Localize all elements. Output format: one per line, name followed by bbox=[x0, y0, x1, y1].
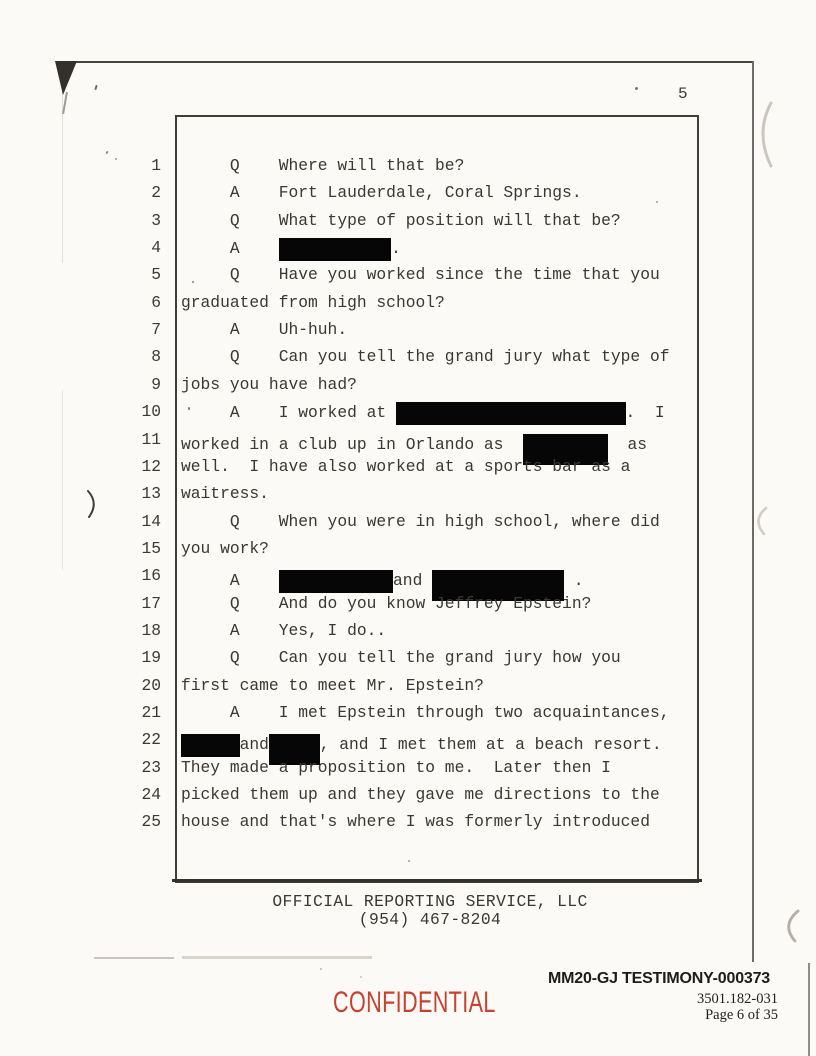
line-text: graduated from high school? bbox=[181, 292, 445, 312]
line-number: 18 bbox=[141, 620, 161, 640]
line-number: 6 bbox=[151, 292, 161, 312]
transcript-line bbox=[0, 675, 816, 703]
control-number: 3501.182-031 bbox=[697, 991, 778, 1007]
redaction-box bbox=[396, 402, 626, 425]
redaction-box bbox=[279, 238, 391, 261]
line-number: 24 bbox=[141, 785, 161, 805]
transcript-line bbox=[0, 456, 816, 484]
transcript-line bbox=[0, 483, 816, 511]
ink-speck bbox=[635, 87, 638, 90]
scan-smudge-mark bbox=[182, 956, 372, 959]
line-number: 9 bbox=[151, 374, 161, 394]
transcript-line bbox=[0, 729, 816, 757]
line-text: Q And do you know Jeffrey Epstein? bbox=[181, 593, 592, 613]
line-text: Q Can you tell the grand jury how you bbox=[181, 648, 621, 668]
line-number: 25 bbox=[141, 812, 161, 832]
transcript-line bbox=[0, 374, 816, 402]
transcript-line bbox=[0, 538, 816, 566]
transcript-line bbox=[0, 565, 816, 593]
line-text: picked them up and they gave me directions to the bbox=[181, 785, 660, 805]
line-number: 21 bbox=[141, 703, 161, 722]
transcript-line bbox=[0, 784, 816, 812]
line-text: you work? bbox=[181, 538, 269, 558]
ink-speck bbox=[360, 976, 362, 978]
line-number: 12 bbox=[141, 456, 161, 476]
transcript-line bbox=[0, 511, 816, 539]
transcript-line bbox=[0, 593, 816, 621]
line-text: jobs you have had? bbox=[181, 374, 357, 394]
ink-speck bbox=[105, 151, 108, 155]
transcript-line bbox=[0, 237, 816, 265]
transcript-line bbox=[0, 264, 816, 292]
scan-edge-line-top bbox=[57, 61, 754, 63]
reporter-name: OFFICIAL REPORTING SERVICE, LLC bbox=[272, 892, 588, 911]
line-text: first came to meet Mr. Epstein? bbox=[181, 675, 484, 695]
ink-speck bbox=[320, 968, 322, 970]
line-number: 19 bbox=[141, 648, 161, 668]
line-number: 7 bbox=[151, 320, 161, 340]
reporter-phone: (954) 467-8204 bbox=[358, 909, 502, 929]
line-number: 2 bbox=[151, 183, 161, 203]
line-number: 3 bbox=[151, 210, 161, 230]
bates-number: MM20-GJ TESTIMONY-000373 bbox=[548, 970, 770, 987]
redaction-box bbox=[181, 734, 240, 757]
reporter-footer bbox=[160, 893, 700, 928]
line-number: 13 bbox=[141, 484, 161, 504]
line-number: 8 bbox=[151, 347, 161, 367]
scan-artifact-mark bbox=[782, 909, 806, 943]
line-text: house and that's where I was formerly introduced bbox=[181, 812, 650, 832]
line-text: A . bbox=[181, 237, 401, 260]
line-number: 11 bbox=[141, 429, 161, 449]
redaction-box bbox=[279, 570, 393, 593]
transcript-line bbox=[0, 210, 816, 238]
line-text: Q Where will that be? bbox=[181, 156, 465, 175]
line-text: waitress. bbox=[181, 484, 269, 504]
line-text: Q Can you tell the grand jury what type of bbox=[181, 347, 670, 367]
transcript-line bbox=[0, 292, 816, 320]
line-text: Q When you were in high school, where did bbox=[181, 511, 660, 531]
line-text: A Uh-huh. bbox=[181, 320, 348, 340]
transcript-box-bottom-rule bbox=[172, 879, 702, 882]
bates-stamp-block bbox=[500, 970, 778, 1022]
transcript-line bbox=[0, 647, 816, 675]
line-number: 15 bbox=[141, 538, 161, 558]
line-number: 10 bbox=[141, 402, 161, 422]
line-text: A I worked at . I bbox=[181, 401, 665, 424]
line-text: A I met Epstein through two acquaintances, bbox=[181, 703, 670, 722]
scan-smudge-mark bbox=[94, 957, 174, 959]
line-text: and , and I met them at a beach resort. bbox=[181, 729, 662, 760]
transcript-line bbox=[0, 429, 816, 457]
line-text: They made a proposition to me. Later then I bbox=[181, 757, 611, 777]
line-number: 14 bbox=[141, 511, 161, 531]
confidential-stamp: CONFIDENTIAL bbox=[333, 986, 496, 1019]
page-of-label: Page 6 of 35 bbox=[705, 1006, 778, 1023]
line-text: well. I have also worked at a sports bar as a bbox=[181, 456, 631, 476]
scan-edge-line-bottom-right bbox=[808, 963, 810, 1056]
line-number: 16 bbox=[141, 566, 161, 586]
line-number: 4 bbox=[151, 238, 161, 258]
transcript-line bbox=[0, 346, 816, 374]
line-number: 17 bbox=[141, 593, 161, 613]
line-text: A and . bbox=[181, 565, 584, 596]
line-number: 5 bbox=[151, 265, 161, 285]
ink-speck bbox=[94, 85, 97, 90]
line-text: A Fort Lauderdale, Coral Springs. bbox=[181, 183, 582, 203]
transcript-line bbox=[0, 811, 816, 839]
transcript-line bbox=[0, 182, 816, 210]
transcript-line bbox=[0, 757, 816, 785]
transcript-line bbox=[0, 401, 816, 429]
line-text: Q Have you worked since the time that you bbox=[181, 265, 660, 285]
transcript-line bbox=[0, 620, 816, 648]
line-text: worked in a club up in Orlando as as bbox=[181, 429, 647, 460]
line-text: A Yes, I do.. bbox=[181, 620, 387, 640]
line-number: 20 bbox=[141, 675, 161, 695]
transcript-line bbox=[0, 319, 816, 347]
line-text: Q What type of position will that be? bbox=[181, 210, 621, 230]
line-number: 1 bbox=[151, 156, 161, 175]
page-number: 5 bbox=[678, 85, 688, 103]
line-number: 22 bbox=[141, 730, 161, 750]
line-number: 23 bbox=[141, 757, 161, 777]
transcript-line bbox=[0, 155, 816, 183]
transcript-line bbox=[0, 702, 816, 730]
